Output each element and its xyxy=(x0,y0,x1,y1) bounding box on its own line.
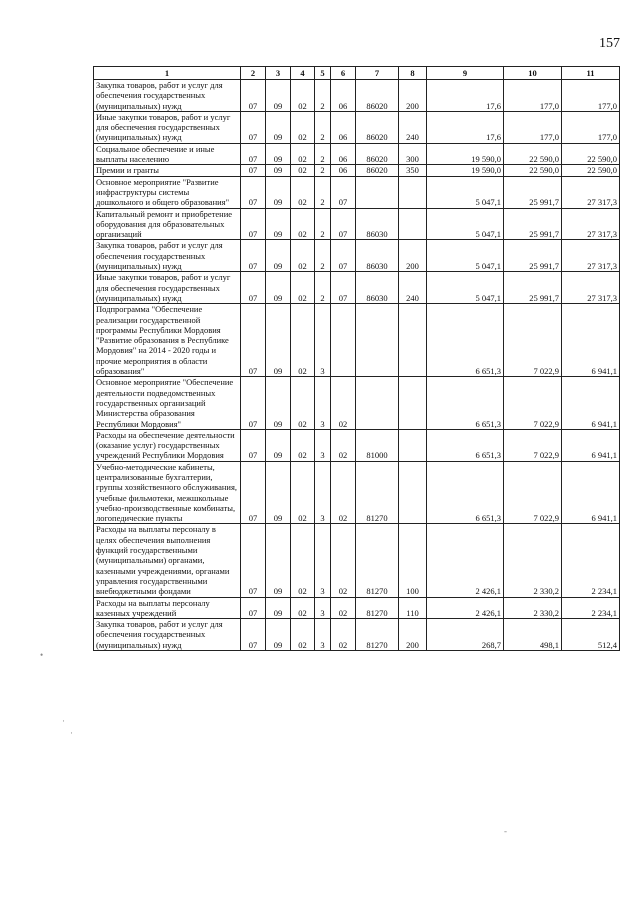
activity-cell: 07 xyxy=(331,240,356,272)
section-cell: 07 xyxy=(241,80,266,112)
row-name-cell: Учебно-методические кабинеты, централизованные бухгалтерии, группы хозяйственного обслуживания, учебные фильмотеки, межшкольные учебно-производственные комбинаты, логопедические пункты xyxy=(94,461,241,524)
section-cell: 07 xyxy=(241,524,266,597)
amount-cell: 22 590,0 xyxy=(504,165,562,176)
section-cell: 07 xyxy=(241,619,266,651)
subprogram-cell: 2 xyxy=(315,165,331,176)
expense-type-cell: 200 xyxy=(399,619,427,651)
page-number: 157 xyxy=(599,36,620,51)
activity-cell: 06 xyxy=(331,80,356,112)
program-cell: 02 xyxy=(291,377,315,429)
section-cell: 07 xyxy=(241,176,266,208)
amount-cell: 7 022,9 xyxy=(504,461,562,524)
table-row xyxy=(94,524,620,597)
amount-cell: 6 651,3 xyxy=(427,377,504,429)
subsection-cell: 09 xyxy=(266,208,291,240)
subprogram-cell: 3 xyxy=(315,524,331,597)
section-cell: 07 xyxy=(241,461,266,524)
activity-cell: 02 xyxy=(331,619,356,651)
program-cell: 02 xyxy=(291,619,315,651)
table-row xyxy=(94,165,620,176)
activity-cell: 07 xyxy=(331,208,356,240)
program-cell: 02 xyxy=(291,524,315,597)
amount-cell: 27 317,3 xyxy=(562,176,620,208)
amount-cell: 25 991,7 xyxy=(504,240,562,272)
expense-type-cell xyxy=(399,429,427,461)
amount-cell: 2 234,1 xyxy=(562,524,620,597)
subsection-cell: 09 xyxy=(266,597,291,619)
subprogram-cell: 3 xyxy=(315,429,331,461)
table-row xyxy=(94,304,620,377)
column-header-10: 10 xyxy=(504,67,562,80)
amount-cell: 27 317,3 xyxy=(562,208,620,240)
column-header-11: 11 xyxy=(562,67,620,80)
row-name-cell: Закупка товаров, работ и услуг для обеспечения государственных (муниципальных) нужд xyxy=(94,619,241,651)
subsection-cell: 09 xyxy=(266,377,291,429)
section-cell: 07 xyxy=(241,597,266,619)
section-cell: 07 xyxy=(241,165,266,176)
subsection-cell: 09 xyxy=(266,304,291,377)
row-name-cell: Расходы на выплаты персоналу в целях обеспечения выполнения функций государственными (муниципальными) органами, казенными учреждениями, органами управления государственными внебюджетными фондами xyxy=(94,524,241,597)
direction-cell: 81270 xyxy=(356,619,399,651)
section-cell: 07 xyxy=(241,240,266,272)
section-cell: 07 xyxy=(241,143,266,165)
row-name-cell: Закупка товаров, работ и услуг для обеспечения государственных (муниципальных) нужд xyxy=(94,80,241,112)
program-cell: 02 xyxy=(291,597,315,619)
amount-cell: 512,4 xyxy=(562,619,620,651)
subprogram-cell: 2 xyxy=(315,208,331,240)
subprogram-cell: 2 xyxy=(315,111,331,143)
expense-type-cell xyxy=(399,208,427,240)
expense-type-cell: 350 xyxy=(399,165,427,176)
row-name-cell: Иные закупки товаров, работ и услуг для обеспечения государственных (муниципальных) нужд xyxy=(94,272,241,304)
subsection-cell: 09 xyxy=(266,524,291,597)
table-row xyxy=(94,240,620,272)
amount-cell: 2 330,2 xyxy=(504,597,562,619)
activity-cell: 06 xyxy=(331,143,356,165)
section-cell: 07 xyxy=(241,272,266,304)
direction-cell xyxy=(356,377,399,429)
subprogram-cell: 2 xyxy=(315,240,331,272)
column-header-6: 6 xyxy=(331,67,356,80)
amount-cell: 2 330,2 xyxy=(504,524,562,597)
budget-table xyxy=(93,66,620,651)
row-name-cell: Социальное обеспечение и иные выплаты населению xyxy=(94,143,241,165)
amount-cell: 5 047,1 xyxy=(427,176,504,208)
column-header-3: 3 xyxy=(266,67,291,80)
table-row xyxy=(94,143,620,165)
program-cell: 02 xyxy=(291,80,315,112)
expense-type-cell: 110 xyxy=(399,597,427,619)
activity-cell: 07 xyxy=(331,272,356,304)
section-cell: 07 xyxy=(241,304,266,377)
section-cell: 07 xyxy=(241,208,266,240)
program-cell: 02 xyxy=(291,111,315,143)
amount-cell: 19 590,0 xyxy=(427,165,504,176)
amount-cell: 17,6 xyxy=(427,80,504,112)
activity-cell xyxy=(331,304,356,377)
amount-cell: 177,0 xyxy=(562,80,620,112)
subsection-cell: 09 xyxy=(266,240,291,272)
subprogram-cell: 2 xyxy=(315,272,331,304)
scan-mark: - xyxy=(504,826,507,836)
row-name-cell: Подпрограмма "Обеспечение реализации государственной программы Республики Мордовия "Развитие образования в Республике Мордовия" на 2014 - 2020 годы и прочие мероприятия в области образования" xyxy=(94,304,241,377)
subprogram-cell: 2 xyxy=(315,176,331,208)
activity-cell: 07 xyxy=(331,176,356,208)
amount-cell: 6 941,1 xyxy=(562,377,620,429)
program-cell: 02 xyxy=(291,429,315,461)
table-row xyxy=(94,80,620,112)
direction-cell: 86020 xyxy=(356,165,399,176)
amount-cell: 6 941,1 xyxy=(562,304,620,377)
table-row xyxy=(94,377,620,429)
subprogram-cell: 3 xyxy=(315,597,331,619)
subsection-cell: 09 xyxy=(266,80,291,112)
program-cell: 02 xyxy=(291,143,315,165)
direction-cell: 81270 xyxy=(356,461,399,524)
table-row xyxy=(94,597,620,619)
column-header-7: 7 xyxy=(356,67,399,80)
direction-cell: 86030 xyxy=(356,240,399,272)
subsection-cell: 09 xyxy=(266,111,291,143)
direction-cell: 86020 xyxy=(356,111,399,143)
expense-type-cell: 240 xyxy=(399,111,427,143)
section-cell: 07 xyxy=(241,377,266,429)
subsection-cell: 09 xyxy=(266,619,291,651)
table-row xyxy=(94,272,620,304)
program-cell: 02 xyxy=(291,304,315,377)
subsection-cell: 09 xyxy=(266,176,291,208)
direction-cell xyxy=(356,176,399,208)
amount-cell: 2 426,1 xyxy=(427,524,504,597)
expense-type-cell: 100 xyxy=(399,524,427,597)
expense-type-cell: 200 xyxy=(399,240,427,272)
amount-cell: 27 317,3 xyxy=(562,272,620,304)
amount-cell: 7 022,9 xyxy=(504,429,562,461)
header-row xyxy=(94,67,620,80)
row-name-cell: Расходы на обеспечение деятельности (оказание услуг) государственных учреждений Республики Мордовия xyxy=(94,429,241,461)
activity-cell: 02 xyxy=(331,461,356,524)
activity-cell: 02 xyxy=(331,597,356,619)
expense-type-cell: 200 xyxy=(399,80,427,112)
amount-cell: 498,1 xyxy=(504,619,562,651)
table-row xyxy=(94,619,620,651)
subsection-cell: 09 xyxy=(266,461,291,524)
column-header-1: 1 xyxy=(94,67,241,80)
section-cell: 07 xyxy=(241,111,266,143)
activity-cell: 06 xyxy=(331,111,356,143)
amount-cell: 6 651,3 xyxy=(427,304,504,377)
row-name-cell: Закупка товаров, работ и услуг для обеспечения государственных (муниципальных) нужд xyxy=(94,240,241,272)
subsection-cell: 09 xyxy=(266,165,291,176)
subsection-cell: 09 xyxy=(266,429,291,461)
amount-cell: 22 590,0 xyxy=(562,165,620,176)
activity-cell: 06 xyxy=(331,165,356,176)
amount-cell: 5 047,1 xyxy=(427,208,504,240)
program-cell: 02 xyxy=(291,208,315,240)
scan-mark: · xyxy=(70,728,73,738)
amount-cell: 25 991,7 xyxy=(504,272,562,304)
amount-cell: 17,6 xyxy=(427,111,504,143)
program-cell: 02 xyxy=(291,240,315,272)
column-header-8: 8 xyxy=(399,67,427,80)
amount-cell: 177,0 xyxy=(562,111,620,143)
row-name-cell: Иные закупки товаров, работ и услуг для обеспечения государственных (муниципальных) нужд xyxy=(94,111,241,143)
amount-cell: 177,0 xyxy=(504,111,562,143)
subprogram-cell: 3 xyxy=(315,377,331,429)
subprogram-cell: 3 xyxy=(315,304,331,377)
expense-type-cell: 240 xyxy=(399,272,427,304)
table-body xyxy=(94,80,620,651)
amount-cell: 2 426,1 xyxy=(427,597,504,619)
row-name-cell: Основное мероприятие "Обеспечение деятельности подведомственных государственных организаций Министерства образования Республики Мордовия" xyxy=(94,377,241,429)
column-header-4: 4 xyxy=(291,67,315,80)
program-cell: 02 xyxy=(291,176,315,208)
expense-type-cell xyxy=(399,377,427,429)
amount-cell: 19 590,0 xyxy=(427,143,504,165)
activity-cell: 02 xyxy=(331,429,356,461)
direction-cell: 86030 xyxy=(356,272,399,304)
expense-type-cell xyxy=(399,304,427,377)
amount-cell: 6 651,3 xyxy=(427,461,504,524)
expense-type-cell xyxy=(399,461,427,524)
subsection-cell: 09 xyxy=(266,272,291,304)
amount-cell: 7 022,9 xyxy=(504,377,562,429)
program-cell: 02 xyxy=(291,461,315,524)
scan-mark: • xyxy=(40,650,44,660)
column-header-9: 9 xyxy=(427,67,504,80)
amount-cell: 5 047,1 xyxy=(427,272,504,304)
row-name-cell: Основное мероприятие "Развитие инфраструктуры системы дошкольного и общего образования" xyxy=(94,176,241,208)
program-cell: 02 xyxy=(291,165,315,176)
amount-cell: 25 991,7 xyxy=(504,208,562,240)
amount-cell: 2 234,1 xyxy=(562,597,620,619)
column-header-2: 2 xyxy=(241,67,266,80)
expense-type-cell xyxy=(399,176,427,208)
direction-cell: 81270 xyxy=(356,524,399,597)
activity-cell: 02 xyxy=(331,377,356,429)
column-header-5: 5 xyxy=(315,67,331,80)
subprogram-cell: 3 xyxy=(315,461,331,524)
subprogram-cell: 3 xyxy=(315,619,331,651)
amount-cell: 268,7 xyxy=(427,619,504,651)
amount-cell: 7 022,9 xyxy=(504,304,562,377)
expense-type-cell: 300 xyxy=(399,143,427,165)
direction-cell: 81270 xyxy=(356,597,399,619)
activity-cell: 02 xyxy=(331,524,356,597)
amount-cell: 5 047,1 xyxy=(427,240,504,272)
direction-cell: 81000 xyxy=(356,429,399,461)
table-row xyxy=(94,429,620,461)
row-name-cell: Премии и гранты xyxy=(94,165,241,176)
subprogram-cell: 2 xyxy=(315,80,331,112)
direction-cell: 86030 xyxy=(356,208,399,240)
table-row xyxy=(94,208,620,240)
amount-cell: 6 651,3 xyxy=(427,429,504,461)
row-name-cell: Капитальный ремонт и приобретение оборудования для образовательных организаций xyxy=(94,208,241,240)
amount-cell: 27 317,3 xyxy=(562,240,620,272)
direction-cell: 86020 xyxy=(356,80,399,112)
section-cell: 07 xyxy=(241,429,266,461)
program-cell: 02 xyxy=(291,272,315,304)
amount-cell: 25 991,7 xyxy=(504,176,562,208)
scan-mark: · xyxy=(62,716,65,726)
subsection-cell: 09 xyxy=(266,143,291,165)
direction-cell: 86020 xyxy=(356,143,399,165)
amount-cell: 22 590,0 xyxy=(504,143,562,165)
amount-cell: 22 590,0 xyxy=(562,143,620,165)
table-row xyxy=(94,461,620,524)
amount-cell: 6 941,1 xyxy=(562,461,620,524)
direction-cell xyxy=(356,304,399,377)
amount-cell: 177,0 xyxy=(504,80,562,112)
amount-cell: 6 941,1 xyxy=(562,429,620,461)
table-row xyxy=(94,111,620,143)
table-row xyxy=(94,176,620,208)
subprogram-cell: 2 xyxy=(315,143,331,165)
row-name-cell: Расходы на выплаты персоналу казенных учреждений xyxy=(94,597,241,619)
